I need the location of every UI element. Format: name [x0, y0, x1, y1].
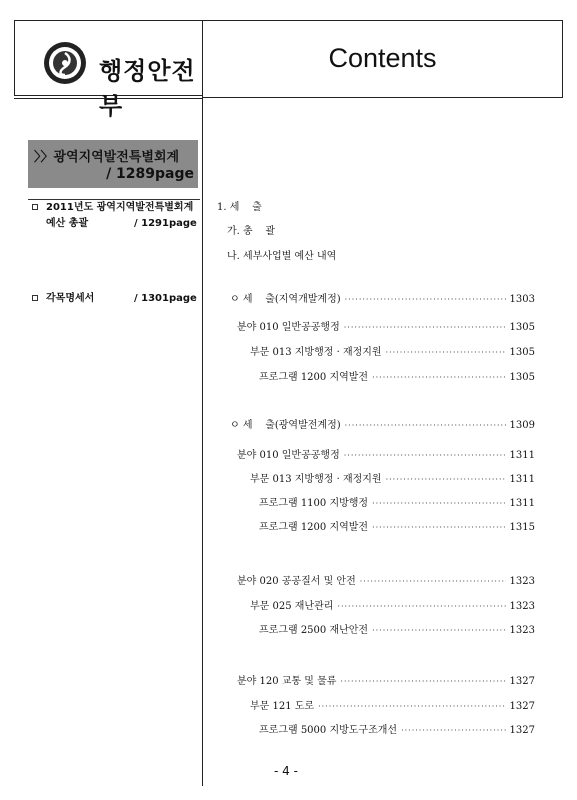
toc-entry[interactable]: ㅇ 세 출(지역개발계정) ····· 1303: [230, 290, 535, 305]
header-logo-cell: [14, 20, 202, 120]
divider: [14, 98, 202, 99]
toc-entry[interactable]: 부문 025 재난관리 ····· 1323: [250, 597, 535, 612]
toc-entry[interactable]: 부문 013 지방행정 · 재정지원 ····· 1311: [250, 470, 535, 485]
page-frame: [14, 20, 563, 786]
section-title: 〉〉광역지역발전특별회계: [34, 150, 180, 165]
toc-entry[interactable]: 부문 013 지방행정 · 재정지원 ····· 1305: [250, 343, 535, 358]
left-item-line1: 각목명세서: [46, 293, 95, 304]
toc-entry[interactable]: ㅇ 세 출(광역발전계정) ····· 1309: [230, 416, 535, 431]
toc-entry[interactable]: 프로그램 1100 지방행정 ····· 1311: [259, 494, 535, 509]
toc-entry[interactable]: 프로그램 1200 지역발전 ····· 1315: [259, 518, 535, 533]
toc-entry[interactable]: 분야 010 일반공공행정 ····· 1311: [237, 446, 535, 461]
toc-heading: 나. 세부사업별 예산 내역: [227, 251, 337, 262]
square-bullet-icon: [32, 204, 38, 210]
page-title: Contents: [328, 43, 437, 73]
section-page: / 1289page: [106, 166, 194, 182]
section-header[interactable]: [28, 140, 198, 188]
left-item-budget-summary[interactable]: [32, 200, 204, 234]
left-item-page: / 1301page: [134, 293, 197, 304]
toc-entry[interactable]: 부문 121 도로 ····· 1327: [250, 697, 535, 712]
ministry-name: 행정안전부: [99, 57, 196, 120]
page-number: - 4 -: [274, 764, 298, 778]
left-item-line2: 예산 총괄: [46, 218, 89, 229]
left-item-line1: 2011년도 광역지역발전특별회계: [46, 202, 194, 213]
left-item-page: / 1291page: [134, 218, 197, 229]
toc-entry[interactable]: 프로그램 5000 지방도구조개선 ····· 1327: [259, 721, 535, 736]
toc-entry[interactable]: 분야 020 공공질서 및 안전 ····· 1323: [237, 572, 535, 587]
toc-entry[interactable]: 프로그램 1200 지역발전 ····· 1305: [259, 368, 535, 383]
left-item-detail-list[interactable]: [32, 291, 204, 307]
header-title-cell: [202, 20, 563, 98]
toc-entry[interactable]: 분야 120 교통 및 물류 ····· 1327: [237, 672, 535, 687]
ministry-emblem-icon: [43, 41, 87, 85]
toc-entry[interactable]: 분야 010 일반공공행정 ····· 1305: [237, 318, 535, 333]
toc-heading: 1. 세 출: [217, 202, 262, 213]
toc-heading: 가. 총 괄: [227, 226, 276, 237]
toc-entry[interactable]: 프로그램 2500 재난안전 ····· 1323: [259, 621, 535, 636]
square-bullet-icon: [32, 295, 38, 301]
